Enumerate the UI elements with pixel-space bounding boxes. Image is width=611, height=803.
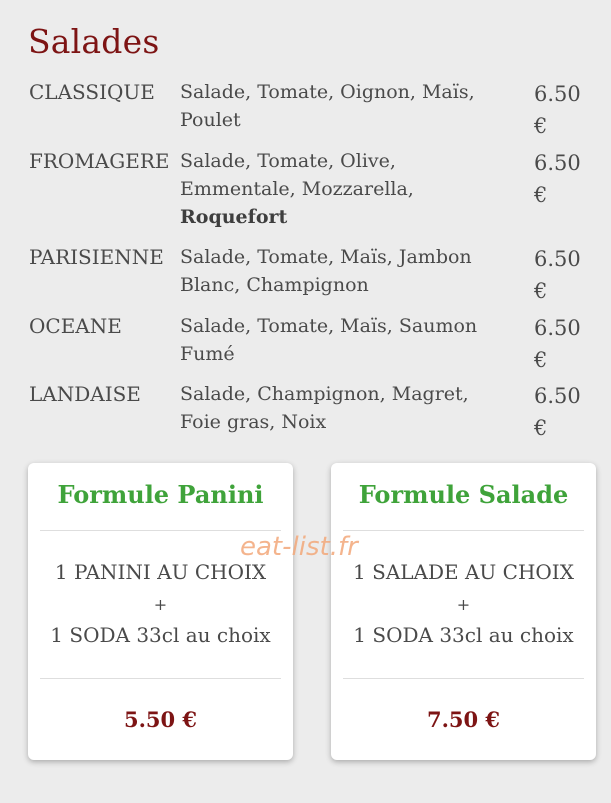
item-description: [180, 243, 510, 299]
item-description-line: Poulet: [180, 109, 241, 131]
item-description: [180, 312, 510, 368]
item-price: [534, 243, 594, 307]
item-description-line: Blanc, Champignon: [180, 274, 369, 296]
item-price-value: 6.50: [534, 151, 581, 175]
item-price-value: 6.50: [534, 247, 581, 271]
item-price-currency: €: [534, 183, 548, 207]
formula-title: Formule Salade: [358, 480, 569, 509]
formula-card-salade: [331, 463, 596, 760]
formula-price: 5.50 €: [123, 707, 198, 732]
section-title: Salades: [28, 22, 160, 61]
item-description-line: Salade, Tomate, Maïs, Jambon: [180, 246, 472, 268]
divider: [40, 678, 281, 679]
item-name: OCEANE: [29, 314, 122, 338]
item-price: [534, 78, 594, 142]
formula-card-panini: [28, 463, 293, 760]
item-name: LANDAISE: [29, 382, 141, 406]
item-name: PARISIENNE: [29, 245, 164, 269]
item-description: [180, 78, 510, 134]
formula-line: 1 SODA 33cl au choix: [50, 623, 271, 647]
item-name: CLASSIQUE: [29, 80, 155, 104]
item-description-line: Salade, Tomate, Oignon, Maïs,: [180, 81, 475, 103]
item-price: [534, 380, 594, 444]
divider: [40, 530, 281, 531]
formula-title: Formule Panini: [57, 480, 264, 509]
divider: [343, 530, 584, 531]
item-price: [534, 147, 594, 211]
item-price-currency: €: [534, 114, 548, 138]
item-price-value: 6.50: [534, 384, 581, 408]
item-description-bold: Roquefort: [180, 206, 288, 228]
item-description-line: Salade, Tomate, Maïs, Saumon: [180, 315, 478, 337]
divider: [343, 678, 584, 679]
watermark: eat-list.fr: [240, 532, 358, 562]
item-price-currency: €: [534, 348, 548, 372]
formula-line: 1 SALADE AU CHOIX: [353, 560, 574, 584]
item-price-value: 6.50: [534, 82, 581, 106]
formula-line: 1 PANINI AU CHOIX: [54, 560, 267, 584]
item-description-line: Salade, Tomate, Olive,: [180, 150, 396, 172]
item-name: FROMAGERE: [29, 149, 170, 173]
item-price-currency: €: [534, 416, 548, 440]
item-description-line: Fumé: [180, 343, 235, 365]
formula-plus: +: [153, 595, 168, 614]
item-description-line: Emmentale, Mozzarella,: [180, 178, 414, 200]
item-description: [180, 380, 510, 436]
item-price-value: 6.50: [534, 316, 581, 340]
formula-plus: +: [456, 595, 471, 614]
item-price: [534, 312, 594, 376]
item-price-currency: €: [534, 279, 548, 303]
formula-price: 7.50 €: [426, 707, 501, 732]
item-description: [180, 147, 510, 231]
item-description-line: Foie gras, Noix: [180, 411, 327, 433]
formula-line: 1 SODA 33cl au choix: [353, 623, 574, 647]
item-description-line: Salade, Champignon, Magret,: [180, 383, 469, 405]
